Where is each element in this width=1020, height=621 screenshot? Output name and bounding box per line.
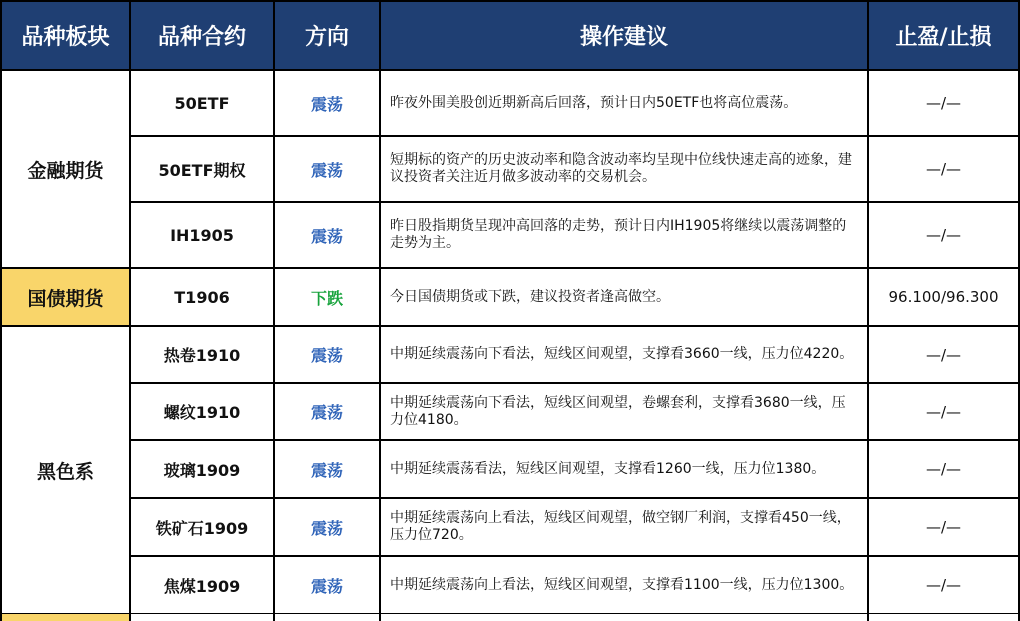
row-stop: —/— (869, 557, 1018, 613)
next-row-edge (131, 614, 273, 621)
next-row-edge (869, 614, 1018, 621)
row-stop: —/— (869, 441, 1018, 497)
row-stop: —/— (869, 327, 1018, 382)
header-stop: 止盈/止损 (869, 2, 1018, 69)
row-advice-text: 中期延续震荡向上看法，短线区间观望，支撑看1100一线，压力位1300。 (390, 576, 854, 593)
row-stop: —/— (869, 137, 1018, 201)
row-advice (381, 137, 867, 201)
row-advice-text: 昨日股指期货呈现冲高回落的走势，预计日内IH1905将继续以震荡调整的走势为主。 (390, 218, 847, 251)
row-direction: 震荡 (275, 441, 379, 497)
row-direction: 震荡 (275, 384, 379, 439)
next-row-edge (275, 614, 379, 621)
row-advice (381, 384, 867, 439)
row-stop: —/— (869, 71, 1018, 135)
row-stop: —/— (869, 384, 1018, 439)
row-stop: —/— (869, 203, 1018, 267)
row-advice (381, 557, 867, 613)
row-direction: 震荡 (275, 557, 379, 613)
row-advice-text: 今日国债期货或下跌，建议投资者逢高做空。 (390, 288, 670, 305)
header-contract: 品种合约 (131, 2, 273, 69)
row-direction: 下跌 (275, 269, 379, 325)
row-advice-text: 中期延续震荡向下看法，短线区间观望，支撑看3660一线，压力位4220。 (390, 346, 854, 362)
row-contract: 50ETF期权 (131, 137, 273, 201)
row-advice-text: 短期标的资产的历史波动率和隐含波动率均呈现中位线快速走高的迹象，建议投资者关注近月做多波动率的交易机会。 (390, 152, 852, 185)
row-advice (381, 203, 867, 267)
row-contract: 玻璃1909 (131, 441, 273, 497)
row-advice-text: 中期延续震荡看法，短线区间观望，支撑看1260一线，压力位1380。 (390, 460, 826, 477)
row-contract: T1906 (131, 269, 273, 325)
row-advice (381, 441, 867, 497)
sector-ferrous: 黑色系 (2, 327, 129, 613)
row-advice (381, 499, 867, 555)
row-contract: 螺纹1910 (131, 384, 273, 439)
row-contract: 铁矿石1909 (131, 499, 273, 555)
header-advice: 操作建议 (381, 2, 867, 69)
row-direction: 震荡 (275, 71, 379, 135)
row-advice (381, 327, 867, 382)
row-direction: 震荡 (275, 203, 379, 267)
next-row-edge (381, 614, 867, 621)
sector-treasury-futures: 国债期货 (2, 269, 129, 325)
row-advice-text: 中期延续震荡向下看法，短线区间观望，卷螺套利，支撑看3680一线，压力位4180。 (390, 394, 846, 428)
row-advice (381, 269, 867, 325)
row-contract: 焦煤1909 (131, 557, 273, 613)
row-direction: 震荡 (275, 499, 379, 555)
row-stop: —/— (869, 499, 1018, 555)
sector-financial-futures: 金融期货 (2, 71, 129, 267)
row-contract: 热卷1910 (131, 327, 273, 382)
row-contract: IH1905 (131, 203, 273, 267)
next-sector-edge (2, 614, 129, 621)
row-advice-text: 昨夜外围美股创近期新高后回落，预计日内50ETF也将高位震荡。 (390, 94, 798, 111)
header-direction: 方向 (275, 2, 379, 69)
row-advice-text: 中期延续震荡向上看法，短线区间观望，做空钢厂利润，支撑看450一线，压力位720。 (390, 510, 851, 543)
row-contract: 50ETF (131, 71, 273, 135)
header-sector: 品种板块 (2, 2, 129, 69)
row-direction: 震荡 (275, 137, 379, 201)
row-stop: 96.100/96.300 (869, 269, 1018, 325)
row-direction: 震荡 (275, 327, 379, 382)
row-advice (381, 71, 867, 135)
